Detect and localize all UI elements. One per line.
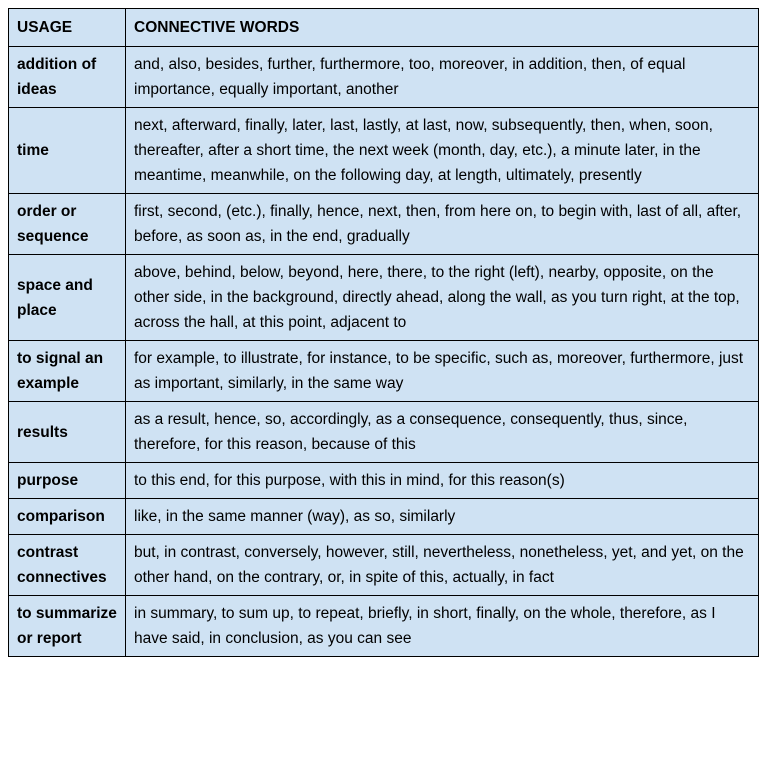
words-cell: and, also, besides, further, furthermore, too, moreover, in addition, then, of equal importance, equally important, another	[126, 47, 759, 108]
words-cell: above, behind, below, beyond, here, there, to the right (left), nearby, opposite, on the other side, in the background, directly ahead, along the wall, as you turn right, at the top, across the hall, at this point, adjacent to	[126, 255, 759, 341]
words-cell: for example, to illustrate, for instance, to be specific, such as, moreover, furthermore, just as important, similarly, in the same way	[126, 341, 759, 402]
usage-cell: order or sequence	[9, 194, 126, 255]
words-cell: first, second, (etc.), finally, hence, next, then, from here on, to begin with, last of all, after, before, as soon as, in the end, gradually	[126, 194, 759, 255]
usage-cell: time	[9, 108, 126, 194]
usage-cell: comparison	[9, 499, 126, 535]
table-row	[9, 194, 759, 255]
header-connective-words: CONNECTIVE WORDS	[126, 9, 759, 47]
table-row	[9, 255, 759, 341]
connective-words-table	[8, 8, 759, 657]
table-row	[9, 402, 759, 463]
usage-cell: purpose	[9, 463, 126, 499]
words-cell: in summary, to sum up, to repeat, briefly, in short, finally, on the whole, therefore, as I have said, in conclusion, as you can see	[126, 596, 759, 657]
table-row	[9, 108, 759, 194]
words-cell: as a result, hence, so, accordingly, as a consequence, consequently, thus, since, therefore, for this reason, because of this	[126, 402, 759, 463]
table-row	[9, 535, 759, 596]
table-row	[9, 596, 759, 657]
words-cell: like, in the same manner (way), as so, similarly	[126, 499, 759, 535]
usage-cell: addition of ideas	[9, 47, 126, 108]
connective-words-table-container	[8, 8, 758, 657]
table-row	[9, 47, 759, 108]
usage-cell: space and place	[9, 255, 126, 341]
words-cell: next, afterward, finally, later, last, lastly, at last, now, subsequently, then, when, soon, thereafter, after a short time, the next week (month, day, etc.), a minute later, in the meantime, meanwhile, on the following day, at length, ultimately, presently	[126, 108, 759, 194]
table-row	[9, 499, 759, 535]
words-cell: to this end, for this purpose, with this in mind, for this reason(s)	[126, 463, 759, 499]
table-row	[9, 463, 759, 499]
header-usage: USAGE	[9, 9, 126, 47]
usage-cell: results	[9, 402, 126, 463]
words-cell: but, in contrast, conversely, however, still, nevertheless, nonetheless, yet, and yet, on the other hand, on the contrary, or, in spite of this, actually, in fact	[126, 535, 759, 596]
usage-cell: to summarize or report	[9, 596, 126, 657]
usage-cell: contrast connectives	[9, 535, 126, 596]
usage-cell: to signal an example	[9, 341, 126, 402]
table-header-row	[9, 9, 759, 47]
table-row	[9, 341, 759, 402]
